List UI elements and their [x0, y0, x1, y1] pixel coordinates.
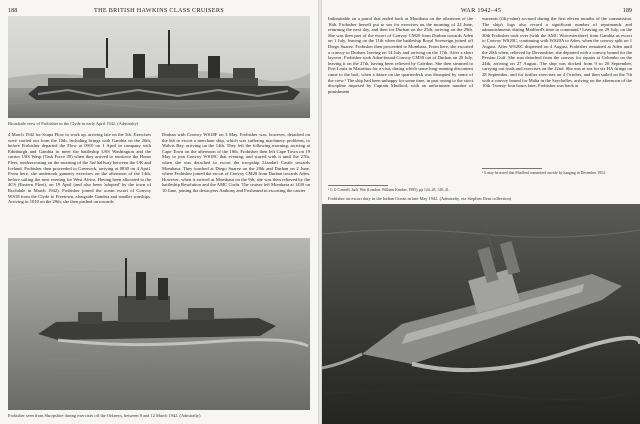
cruiser-exercise-photo — [8, 238, 310, 410]
footnote-rule-2 — [482, 168, 542, 169]
right-column-1-text: Indomitable on a patrol that ended back at Mombasa on the afternoon of the 16th. Frobisher herself put to sea for exercises on the morning of 22 June, returning the next day, and then for Durban on the 25th, arriving on the 29th. She was then part of the escort of Convoy CM29 from Durban towards Aden on 1 July, leaving on the 11th when the battleship Royal Sovereign joined off Diego Suarez. Frobisher then proceeded to Mombasa. From here, she escorted a convoy to Durban, leaving on 14 July and arriving on the 17th. After a short layover, Frobisher took Aden-bound Convoy CM30 out of Durban on 20 July, leaving it on the 27th, having been relieved by Caledon. She then steamed to Port Louis in Mauritius for a visit, during which some long-running discontent came to the boil, when a dance on the quarterdeck was disrupted by some of the crew.¹ The ship had been unhappy for some time, in part owing to the strict discipline imposed by Captain Mudford, with an unfortunate number of punishment — [328, 16, 473, 94]
left-column-1-text: 4 March 1942 for Scapa Flow to work up, arriving late on the 5th. Exercises were carried out from the 10th, including firings with Gambia on the 26th, before Frobisher departed the Flow at 0910 on 1 April in company with Edinburgh and Gambia to meet the battleship USS Washington and the carrier USS Wasp (Task Force 39) when they arrived to reinforce the Home Fleet, rendezvousing on the morning of the 3rd halfway between the UK and Iceland. Frobisher then proceeded to Greenock, arriving at 0830 on 4 April. From here, she undertook gunnery exercises on the afternoon of the 14th, before sailing the next evening for West Africa. Having been allocated to the 4CS (Eastern Fleet), on 19 April (and also been 'adopted' by the town of Rochdale in March 1942), Frobisher joined the ocean escort of Convoy WS18 from the Clyde to Freetown, alongside Gambia and smaller warships. Arriving in 1010 on the 29th, she then pushed on towards — [8, 132, 151, 205]
right-column-2-text: warrants (fifty-nine) accrued during the first eleven months of the commission. The ship's logs also record a significant number of reprimands and admonishments during Mudford's time in command.² Leaving on 29 July, on the 30th Frobisher took over (with the AMC Worcestershire) from Gambia as escort to Convoy WS20C, continuing with WS20A to Aden, when the convoy split on 1 August. After WS20C dispersed on 4 August, Frobisher remained at Aden until the 20th when, relieved by Devonshire, she departed with a convoy bound for the Persian Gulf. She was detached from the convoy for repairs at Colombo on the 24th, arriving on 27 August. The ship was docked from 9 to 20 September, carrying out trials and exercises on the 22nd. She was at sea for six HA firings on 28 September, and for further exercises on 4 October, and then sailed on the 7th with a convoy bound for Malta in the Seychelles, arriving on the afternoon of the 10th. Twenty-four hours later, Frobisher was back at — [482, 16, 632, 89]
left-page — [0, 0, 318, 424]
left-running-head: THE BRITISH HAWKINS CLASS CRUISERS — [93, 7, 225, 14]
right-page — [322, 0, 640, 424]
right-page-number: 189 — [622, 7, 632, 14]
cruiser-indian-ocean-photo — [322, 204, 640, 424]
left-column-2 — [162, 132, 310, 234]
right-running-head: WAR 1942–45 — [460, 7, 502, 14]
right-top-photo-caption: Frobisher on escort duty in the Indian Ocean in late May 1942. (Admiralty, via Stephen Dent collection) — [328, 196, 512, 201]
left-column-2-text: Durban with Convoy WS18F on 3 May. Frobisher was, however, detached on the 6th to escort a merchant ship, which was suffering machinery problems, to Walvis Bay, arriving on the 14th. They left the following morning, arriving at Cape Town on the afternoon of the 18th. Frobisher then left Cape Town on 19 May to join Convoy WS18C that evening, and stayed with it until the 27th, when she was detached to escort the troopship Llandaff Castle towards Mombasa. They touched at Diego Suarez on the 29th and Durban on 2 June, where Frobisher joined the escort of Convoy CM28 from Durban towards Aden. However, when it arrived at Mombasa on the 9th, she was then relieved by the battleship Resolution and the AMC Corfu. The cruiser left Mombasa at 1430 on 10 June, joining the destroyers Anthony and Foxhound in escorting the carrier — [162, 132, 310, 193]
right-column-1 — [328, 16, 473, 181]
left-page-number: 188 — [8, 7, 18, 14]
footnote-rule — [328, 185, 388, 186]
cruiser-broadside-photo — [8, 16, 310, 118]
right-column-2 — [482, 16, 632, 164]
left-column-1 — [8, 132, 151, 234]
footnote-2: ² It may be noted that Mudford committed suicide by hanging in December 1954. — [482, 171, 606, 175]
left-top-photo-caption: Broadside view of Frobisher in the Clyde in early April 1942. (Admiralty) — [8, 121, 139, 126]
left-bottom-photo-caption: Frobisher seen from Shropshire during exercises off the Orkneys, between 8 and 12 March 1942. (Admiralty) — [8, 413, 201, 418]
footnote-1: ¹ G G Connell, Jack' War (London: William Kimber, 1985), pp 124–28, 140–41. — [328, 188, 450, 192]
